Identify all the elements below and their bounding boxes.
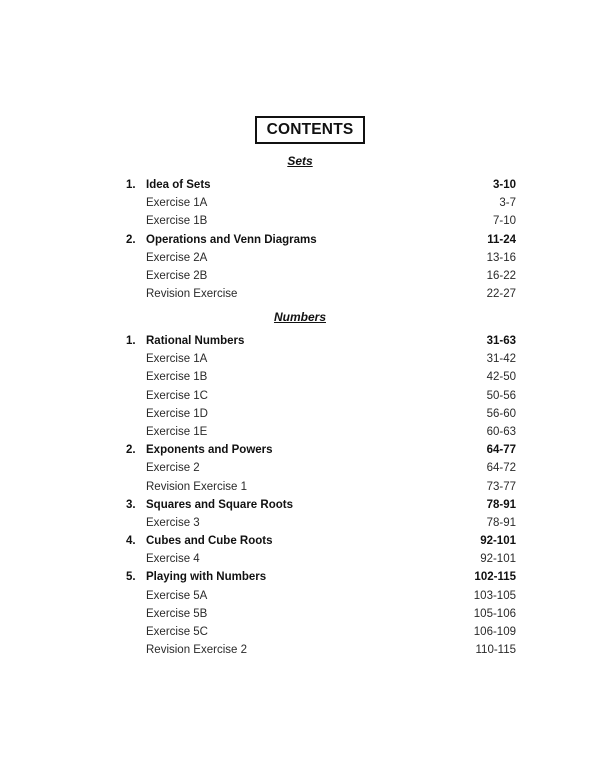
chapter-number: 5.: [126, 571, 136, 584]
toc-exercise-row: [126, 212, 516, 230]
page-range: 103-105: [473, 589, 516, 602]
exercise-title: Exercise 1E: [146, 425, 208, 438]
chapter-title: Exponents and Powers: [146, 444, 273, 457]
chapter-title: Rational Numbers: [146, 335, 245, 347]
toc-exercise-row: [126, 249, 516, 267]
page-range: 22-27: [486, 288, 516, 301]
exercise-title: Exercise 1A: [146, 353, 208, 366]
chapter-title: Cubes and Cube Roots: [146, 535, 273, 548]
chapter-number: 4.: [126, 535, 136, 548]
toc-chapter-row: [126, 496, 516, 514]
page-range: 92-101: [480, 553, 516, 566]
exercise-title: Exercise 1A: [146, 197, 208, 210]
page-range: 16-22: [486, 269, 516, 282]
toc-exercise-row: [126, 405, 516, 423]
toc-chapter-row: [126, 332, 516, 350]
page-range: 11-24: [487, 233, 516, 246]
toc-exercise-row: [126, 605, 516, 623]
toc-chapter-row: [126, 176, 516, 194]
toc-exercise-row: [126, 368, 516, 386]
page-range: 102-115: [474, 571, 516, 584]
page-range: 106-109: [473, 626, 516, 638]
chapter-title: Operations and Venn Diagrams: [146, 233, 317, 246]
exercise-title: Exercise 2B: [146, 269, 208, 282]
toc-exercise-row: [126, 350, 516, 368]
page-range: 3-10: [492, 179, 516, 191]
page-range: 60-63: [486, 425, 516, 438]
page-range: 42-50: [486, 371, 516, 384]
toc-exercise-row: [126, 459, 516, 477]
exercise-title: Exercise 2: [146, 462, 200, 475]
chapter-number: 1.: [126, 179, 136, 191]
exercise-title: Exercise 4: [146, 553, 200, 566]
page-range: 64-77: [486, 444, 516, 457]
chapter-title: Squares and Square Roots: [146, 498, 293, 511]
page-range: 56-60: [486, 407, 516, 420]
chapter-number: 1.: [126, 335, 136, 347]
page-range: 13-16: [486, 251, 516, 264]
chapter-number: 2.: [126, 444, 136, 457]
toc-exercise-row: [126, 550, 516, 568]
toc-chapter-row: [126, 441, 516, 459]
exercise-title: Exercise 1C: [146, 389, 208, 402]
page-range: 50-56: [486, 389, 516, 402]
page-range: 31-63: [486, 335, 516, 347]
toc-exercise-row: [126, 514, 516, 532]
chapter-title: Idea of Sets: [146, 179, 211, 191]
toc-exercise-row: [126, 478, 516, 496]
exercise-title: Exercise 1B: [146, 371, 208, 384]
page-range: 78-91: [486, 516, 516, 529]
page-range: 73-77: [486, 480, 516, 493]
page-range: 7-10: [492, 215, 516, 228]
exercise-title: Exercise 3: [146, 516, 200, 529]
page-title: CONTENTS: [255, 116, 365, 144]
toc-exercise-row: [126, 285, 516, 303]
exercise-title: Revision Exercise 2: [146, 644, 247, 657]
toc-chapter-row: [126, 532, 516, 550]
toc-exercise-row: [126, 267, 516, 285]
toc-chapter-row: [126, 568, 516, 586]
page-range: 110-115: [475, 644, 516, 657]
toc-exercise-row: [126, 623, 516, 641]
exercise-title: Revision Exercise: [146, 288, 238, 301]
page-range: 78-91: [486, 498, 516, 511]
section-heading-numbers: Numbers: [273, 310, 326, 324]
toc-exercise-row: [126, 423, 516, 441]
page-range: 92-101: [480, 535, 516, 548]
toc-exercise-row: [126, 641, 516, 659]
chapter-title: Playing with Numbers: [146, 571, 267, 584]
page-range: 3-7: [499, 197, 516, 210]
toc-table-numbers: [126, 332, 516, 659]
page-range: 64-72: [486, 462, 516, 475]
exercise-title: Exercise 1B: [146, 215, 208, 228]
toc-exercise-row: [126, 194, 516, 212]
toc-exercise-row: [126, 387, 516, 405]
exercise-title: Revision Exercise 1: [146, 480, 247, 493]
page-range: 31-42: [486, 353, 516, 366]
section-heading-sets: Sets: [287, 154, 313, 168]
exercise-title: Exercise 5B: [146, 607, 208, 620]
chapter-number: 3.: [126, 498, 136, 511]
toc-table-sets: [126, 176, 516, 303]
chapter-number: 2.: [126, 233, 136, 246]
exercise-title: Exercise 1D: [146, 407, 208, 420]
exercise-title: Exercise 5C: [146, 626, 208, 638]
exercise-title: Exercise 5A: [146, 589, 208, 602]
toc-chapter-row: [126, 231, 516, 249]
exercise-title: Exercise 2A: [146, 251, 208, 264]
toc-exercise-row: [126, 587, 516, 605]
page-range: 105-106: [473, 607, 516, 620]
